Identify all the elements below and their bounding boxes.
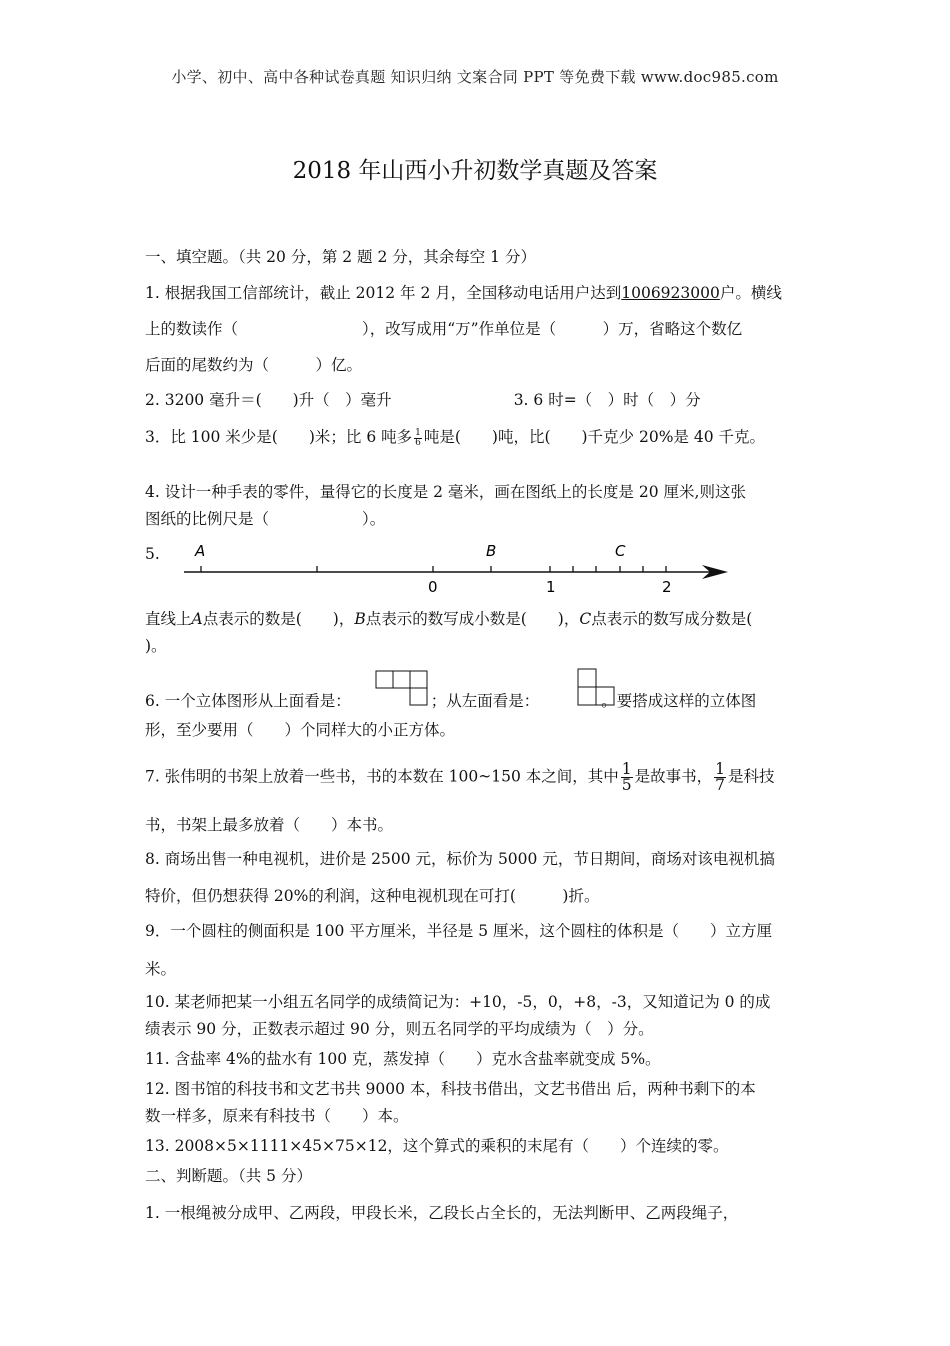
q1-number: 1006923000 <box>621 284 720 302</box>
q4-line2: 图纸的比例尺是（ ）。 <box>145 510 386 528</box>
q7-fraction-2: $\frac{1}{7}$ <box>715 760 725 794</box>
q7-line2: 书，书架上最多放着（ ）本书。 <box>145 816 394 834</box>
section-1-heading: 一、填空题。（共 20 分，第 2 题 2 分，其余每空 1 分） <box>145 248 536 266</box>
q5-line2: )。 <box>145 637 167 655</box>
q8-line1: 8. 商场出售一种电视机，进价是 2500 元，标价为 5000 元，节日期间，商场对该电视机搞 <box>145 850 775 868</box>
q13-line: 13. 2008×5×1111×45×75×12，这个算式的乘积的末尾有（ ）个连续的零。 <box>145 1137 729 1155</box>
q4-line1: 4. 设计一种手表的零件，量得它的长度是 2 毫米，画在图纸上的长度是 20 厘米,则这张 <box>145 483 746 501</box>
q2-line: 2. 3200 毫升＝( )升（ ）毫升 3. 6 时=（ ）时（ ）分 <box>145 391 701 409</box>
page-header: 小学、初中、高中各种试卷真题 知识归纳 文案合同 PPT 等免费下载 www.doc985.com <box>171 68 779 86</box>
q7-line1: 7. 张伟明的书架上放着一些书，书的本数在 100~150 本之间，其中 $\frac{1}{5}$ 是故事书， $\frac{1}{7}$ 是科技 <box>145 760 775 794</box>
q6-line1: 6. 一个立体图形从上面看是： ；从左面看是： 。要搭成这样的立体图 <box>145 692 757 710</box>
q6-line2: 形，至少要用（ ）个同样大的小正方体。 <box>145 721 456 739</box>
q3-fraction: $\frac{1}{6}$ <box>415 427 421 448</box>
left-view-figure <box>574 668 618 708</box>
tick-label-2: 2 <box>662 578 672 596</box>
q10-line1: 10. 某老师把某一小组五名同学的成绩简记为：+10，-5，0，+8，-3，又知道记为 0 的成 <box>145 993 771 1011</box>
q3-line: 3．比 100 米少是( )米；比 6 吨多 $\frac{1}{6}$ 吨是( )吨，比( )千克少 20%是 40 千克。 <box>145 427 766 448</box>
q12-line2: 数一样多，原来有科技书（ ）本。 <box>145 1107 409 1125</box>
q1-line3: 后面的尾数约为（ ）亿。 <box>145 356 363 374</box>
q7-fraction-1: $\frac{1}{5}$ <box>621 760 632 794</box>
point-B-label: B <box>486 542 497 560</box>
q9-line1: 9．一个圆柱的侧面积是 100 平方厘米，半径是 5 厘米，这个圆柱的体积是（ ）立方厘 <box>145 922 773 940</box>
q10-line2: 绩表示 90 分，正数表示超过 90 分，则五名同学的平均成绩为（ ）分。 <box>145 1020 654 1038</box>
point-A-label: A <box>195 542 206 560</box>
q1-line2: 上的数读作（ ），改写成用“万”作单位是（ ）万，省略这个数亿 <box>145 320 743 338</box>
tick-label-0: 0 <box>428 578 438 596</box>
q11-line: 11. 含盐率 4%的盐水有 100 克，蒸发掉（ ）克水含盐率就变成 5%。 <box>145 1050 661 1068</box>
point-C-label: C <box>615 542 626 560</box>
page-title: 2018 年山西小升初数学真题及答案 <box>292 158 658 184</box>
q1-line1: 1. 根据我国工信部统计，截止 2012 年 2 月，全国移动电话用户达到1006923000户。横线 <box>145 284 782 302</box>
q9-line2: 米。 <box>145 960 177 978</box>
q5-label: 5. <box>145 545 160 563</box>
q5-line1: 直线上A点表示的数是( )，B点表示的数写成小数是( )，C点表示的数写成分数是( <box>145 610 753 628</box>
tick-label-1: 1 <box>546 578 556 596</box>
top-view-figure <box>375 670 431 710</box>
j1-line: 1. 一根绳被分成甲、乙两段，甲段长米，乙段长占全长的，无法判断甲、乙两段绳子， <box>145 1204 739 1222</box>
q8-line2: 特价，但仍想获得 20%的利润，这种电视机现在可打( )折。 <box>145 887 600 905</box>
section-2-heading: 二、判断题。（共 5 分） <box>145 1167 312 1185</box>
number-line <box>180 536 740 596</box>
q12-line1: 12. 图书馆的科技书和文艺书共 9000 本，科技书借出，文艺书借出 后，两种书剩下的本 <box>145 1080 756 1098</box>
